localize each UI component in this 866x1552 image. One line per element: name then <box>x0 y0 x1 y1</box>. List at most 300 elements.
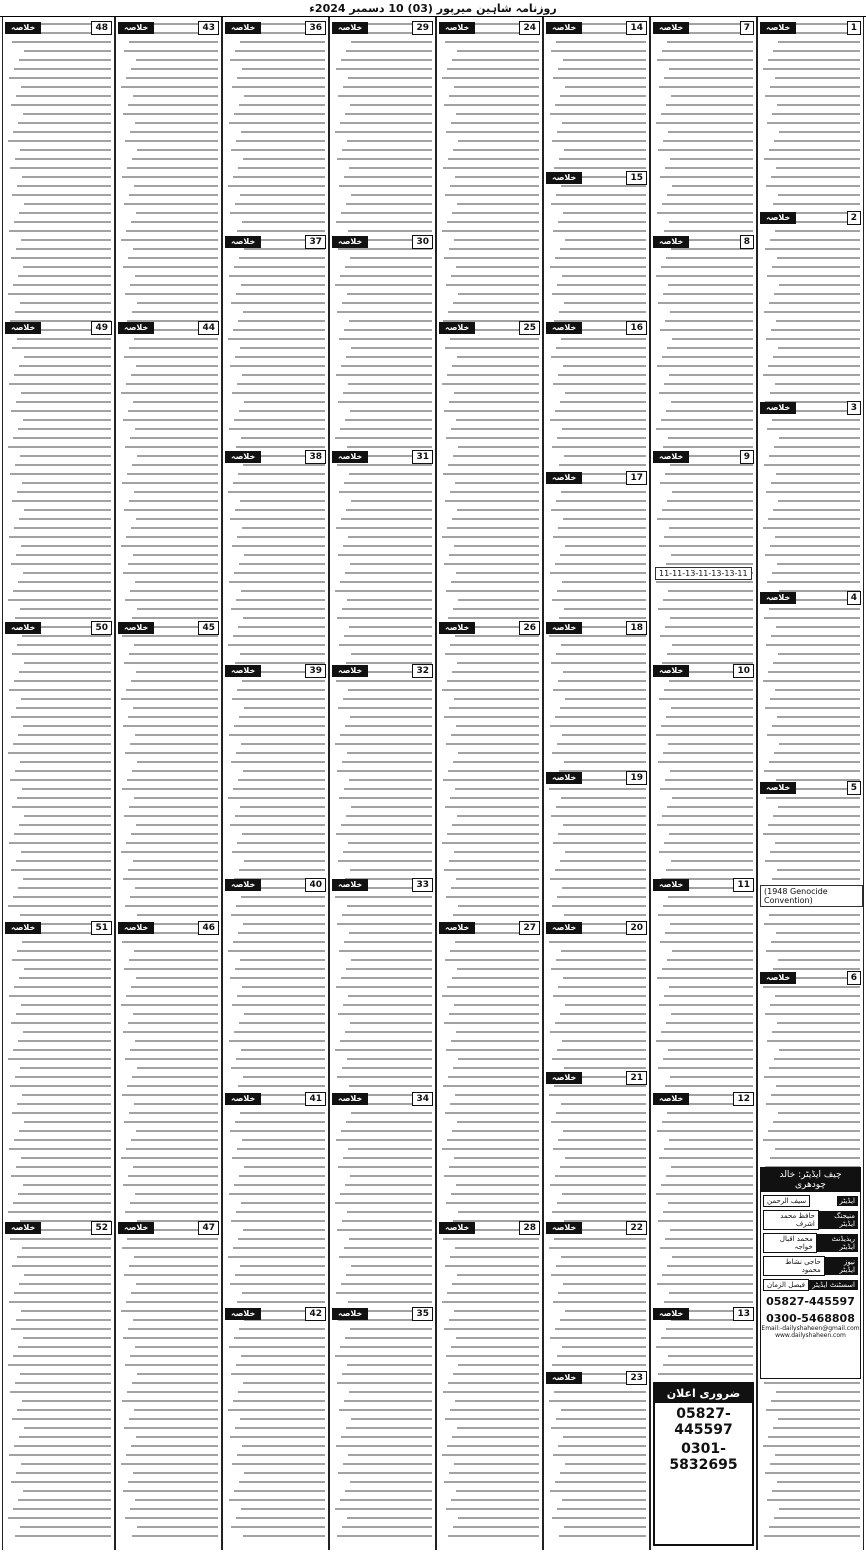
text-line <box>454 698 539 700</box>
text-line <box>345 419 432 421</box>
section-tag: خلاصہ <box>760 402 796 414</box>
text-line <box>235 1274 325 1276</box>
text-line <box>443 779 539 781</box>
text-line <box>134 950 218 952</box>
text-line <box>228 491 325 493</box>
text-line <box>123 572 218 574</box>
text-line <box>658 149 753 151</box>
text-line <box>659 545 753 547</box>
text-line <box>770 392 860 394</box>
text-line <box>240 1112 325 1114</box>
text-line <box>343 698 432 700</box>
text-line <box>564 914 646 916</box>
news-item-header <box>5 1221 112 1235</box>
text-line <box>335 896 432 898</box>
text-line <box>451 1193 539 1195</box>
section-tag: خلاصہ <box>5 1222 41 1234</box>
text-line <box>552 905 646 907</box>
text-line <box>241 1508 325 1510</box>
item-number: 47 <box>198 1221 219 1235</box>
text-line <box>565 1310 646 1312</box>
text-line <box>344 1247 432 1249</box>
text-line <box>243 1076 325 1078</box>
text-line <box>231 1067 325 1069</box>
news-item-header <box>546 1221 647 1235</box>
text-line <box>452 824 539 826</box>
text-line <box>764 464 860 466</box>
text-line <box>13 284 111 286</box>
text-line <box>453 608 539 610</box>
text-line <box>451 122 539 124</box>
text-line <box>129 1265 218 1267</box>
item-number: 10 <box>733 664 754 678</box>
text-line <box>22 1094 111 1096</box>
text-line <box>671 707 753 709</box>
text-line <box>558 527 646 529</box>
text-line <box>22 482 111 484</box>
text-line <box>13 1355 111 1357</box>
text-line <box>769 1067 860 1069</box>
text-line <box>243 770 325 772</box>
text-line <box>777 1022 860 1024</box>
text-line <box>670 1229 753 1231</box>
text-line <box>124 1274 218 1276</box>
text-line <box>231 1373 325 1375</box>
text-line <box>237 536 325 538</box>
text-line <box>660 176 753 178</box>
text-line <box>763 527 860 529</box>
text-line <box>128 869 218 871</box>
text-line <box>449 248 539 250</box>
text-line <box>21 1310 111 1312</box>
section-tag: خلاصہ <box>546 772 582 784</box>
text-line <box>657 518 753 520</box>
text-line <box>340 1499 432 1501</box>
text-line <box>667 500 753 502</box>
text-line <box>449 401 539 403</box>
text-line <box>336 374 432 376</box>
news-item-header <box>546 171 647 185</box>
text-line <box>134 185 218 187</box>
text-line <box>660 1247 753 1249</box>
text-line <box>344 941 432 943</box>
text-line <box>124 1121 218 1123</box>
text-line <box>452 1436 539 1438</box>
text-line <box>239 257 325 259</box>
text-line <box>336 527 432 529</box>
text-line <box>229 1193 325 1195</box>
text-line <box>137 608 218 610</box>
section-tag: خلاصہ <box>439 922 475 934</box>
text-line <box>458 1364 539 1366</box>
text-line <box>236 1364 325 1366</box>
text-line <box>13 1049 111 1051</box>
text-line <box>778 500 860 502</box>
text-line <box>552 446 646 448</box>
text-line <box>442 1301 539 1303</box>
text-line <box>337 1382 432 1384</box>
text-line <box>238 779 325 781</box>
text-line <box>131 68 218 70</box>
text-line <box>125 446 218 448</box>
text-line <box>671 1013 753 1015</box>
text-line <box>457 203 539 205</box>
text-line <box>128 1175 218 1177</box>
text-line <box>770 1004 860 1006</box>
text-line <box>346 1274 432 1276</box>
text-line <box>668 1355 753 1357</box>
text-line <box>771 329 860 331</box>
text-line <box>667 1265 753 1267</box>
text-line <box>132 464 218 466</box>
item-number: 34 <box>412 1092 433 1106</box>
text-line <box>349 320 432 322</box>
text-line <box>240 1418 325 1420</box>
column-7 <box>115 17 222 1550</box>
text-line <box>452 1283 539 1285</box>
text-line <box>660 941 753 943</box>
text-line <box>238 167 325 169</box>
item-number: 1 <box>847 21 861 35</box>
text-line <box>131 1292 218 1294</box>
text-line <box>658 608 753 610</box>
text-line <box>775 536 860 538</box>
text-line <box>779 437 860 439</box>
item-number: 38 <box>305 450 326 464</box>
text-line <box>238 626 325 628</box>
text-line <box>121 86 218 88</box>
text-line <box>455 1400 539 1402</box>
text-line <box>337 770 432 772</box>
column-2 <box>650 17 757 1550</box>
text-line <box>553 995 646 997</box>
text-line <box>229 1040 325 1042</box>
news-item-header <box>332 1092 433 1106</box>
text-line <box>767 734 860 736</box>
text-line <box>562 1193 646 1195</box>
text-line <box>556 1265 646 1267</box>
text-line <box>12 1112 111 1114</box>
text-line <box>13 1508 111 1510</box>
text-line <box>564 761 646 763</box>
news-item-header <box>225 878 326 892</box>
text-line <box>774 1058 860 1060</box>
text-line <box>772 725 860 727</box>
text-line <box>670 158 753 160</box>
section-tag: خلاصہ <box>546 22 582 34</box>
section-tag: خلاصہ <box>439 622 475 634</box>
text-line <box>764 311 860 313</box>
text-line <box>126 995 218 997</box>
text-line <box>125 1517 218 1519</box>
text-line <box>557 437 646 439</box>
masthead-role: منیجنگ ایڈیٹر <box>819 1211 858 1229</box>
text-line <box>24 1121 111 1123</box>
text-line <box>351 806 432 808</box>
text-line <box>455 635 539 637</box>
item-number: 33 <box>412 878 433 892</box>
text-line <box>20 914 111 916</box>
text-line <box>343 851 432 853</box>
text-line <box>12 347 111 349</box>
text-line <box>342 1373 432 1375</box>
text-line <box>14 374 111 376</box>
text-line <box>128 410 218 412</box>
text-line <box>243 923 325 925</box>
text-line <box>19 365 111 367</box>
item-number: 32 <box>412 664 433 678</box>
text-line <box>557 1049 646 1051</box>
text-line <box>230 977 325 979</box>
text-line <box>137 302 218 304</box>
masthead-name: فیصل الزمان <box>763 1279 809 1291</box>
text-line <box>10 1085 111 1087</box>
text-line <box>445 1265 539 1267</box>
text-line <box>662 50 753 52</box>
text-line <box>239 563 325 565</box>
item-number: 51 <box>91 921 112 935</box>
text-line <box>765 1013 860 1015</box>
text-line <box>137 1373 218 1375</box>
text-line <box>772 1490 860 1492</box>
text-line <box>8 1364 111 1366</box>
news-item-header <box>653 664 754 678</box>
text-line <box>553 230 646 232</box>
text-line <box>14 1139 111 1141</box>
item-number: 40 <box>305 878 326 892</box>
text-line <box>551 50 646 52</box>
text-line <box>239 1022 325 1024</box>
text-line <box>558 68 646 70</box>
item-number: 31 <box>412 450 433 464</box>
text-line <box>136 1130 218 1132</box>
text-line <box>131 833 218 835</box>
item-number: 30 <box>412 235 433 249</box>
text-line <box>136 671 218 673</box>
text-line <box>235 815 325 817</box>
text-line <box>131 1139 218 1141</box>
text-line <box>444 410 539 412</box>
text-line <box>456 1490 539 1492</box>
text-line <box>135 734 218 736</box>
text-line <box>341 518 432 520</box>
text-line <box>13 590 111 592</box>
text-line <box>8 293 111 295</box>
text-line <box>770 851 860 853</box>
text-line <box>136 518 218 520</box>
text-line <box>565 698 646 700</box>
text-line <box>230 212 325 214</box>
text-line <box>123 419 218 421</box>
text-line <box>228 797 325 799</box>
text-line <box>348 230 432 232</box>
text-line <box>555 869 646 871</box>
text-line <box>550 1490 646 1492</box>
text-line <box>230 518 325 520</box>
text-line <box>349 167 432 169</box>
text-line <box>560 1166 646 1168</box>
text-line <box>551 356 646 358</box>
text-line <box>242 374 325 376</box>
news-item-header <box>760 211 861 225</box>
text-line <box>661 419 753 421</box>
text-line <box>135 122 218 124</box>
text-line <box>133 1472 218 1474</box>
text-line <box>335 1049 432 1051</box>
text-line <box>552 752 646 754</box>
text-line <box>350 869 432 871</box>
item-number: 41 <box>305 1092 326 1106</box>
news-item-header <box>546 1371 647 1385</box>
text-line <box>777 1481 860 1483</box>
text-line <box>229 1346 325 1348</box>
text-line <box>233 482 325 484</box>
text-line <box>442 383 539 385</box>
news-item-header <box>439 621 540 635</box>
item-number: 25 <box>519 321 540 335</box>
text-line <box>16 1319 111 1321</box>
section-tag: خلاصہ <box>653 451 689 463</box>
text-line <box>664 383 753 385</box>
text-line <box>16 554 111 556</box>
text-line <box>449 1166 539 1168</box>
text-line <box>665 167 753 169</box>
news-item-header <box>225 21 326 35</box>
item-number: 35 <box>412 1307 433 1321</box>
text-line <box>15 770 111 772</box>
news-item-header <box>225 235 326 249</box>
text-line <box>562 428 646 430</box>
text-line <box>128 257 218 259</box>
text-line <box>565 851 646 853</box>
text-line <box>444 1328 539 1330</box>
text-line <box>339 1409 432 1411</box>
text-line <box>9 536 111 538</box>
text-line <box>765 248 860 250</box>
text-line <box>555 104 646 106</box>
text-line <box>555 1022 646 1024</box>
text-line <box>672 185 753 187</box>
text-line <box>124 1427 218 1429</box>
masthead-phone: 0300-5468808 <box>766 1312 855 1325</box>
text-line <box>456 572 539 574</box>
text-line <box>243 311 325 313</box>
text-line <box>234 266 325 268</box>
section-tag: خلاصہ <box>5 22 41 34</box>
item-number: 46 <box>198 921 219 935</box>
text-line <box>132 770 218 772</box>
text-line <box>442 1148 539 1150</box>
text-line <box>232 1157 325 1159</box>
text-line <box>243 1382 325 1384</box>
text-line <box>769 149 860 151</box>
text-line <box>446 590 539 592</box>
text-line <box>241 743 325 745</box>
text-line <box>457 815 539 817</box>
text-line <box>445 653 539 655</box>
text-line <box>661 725 753 727</box>
text-line <box>656 428 753 430</box>
news-item-header <box>5 621 112 635</box>
text-line <box>776 167 860 169</box>
text-line <box>341 365 432 367</box>
text-line <box>234 1184 325 1186</box>
text-line <box>451 428 539 430</box>
text-line <box>348 689 432 691</box>
text-line <box>565 545 646 547</box>
text-line <box>23 725 111 727</box>
text-line <box>771 635 860 637</box>
text-line <box>134 491 218 493</box>
text-line <box>662 1121 753 1123</box>
text-line <box>340 1193 432 1195</box>
text-line <box>668 437 753 439</box>
text-line <box>668 590 753 592</box>
text-line <box>456 266 539 268</box>
text-line <box>665 779 753 781</box>
text-line <box>458 599 539 601</box>
text-line <box>16 401 111 403</box>
text-line <box>128 563 218 565</box>
text-line <box>20 1373 111 1375</box>
section-tag: خلاصہ <box>332 451 368 463</box>
text-line <box>233 941 325 943</box>
text-line <box>126 1454 218 1456</box>
text-line <box>347 446 432 448</box>
text-line <box>442 230 539 232</box>
text-line <box>336 1139 432 1141</box>
column-8 <box>2 17 115 1550</box>
text-line <box>778 1418 860 1420</box>
item-number: 23 <box>626 1371 647 1385</box>
section-tag: خلاصہ <box>225 22 261 34</box>
text-line <box>775 77 860 79</box>
text-line <box>779 131 860 133</box>
text-line <box>669 68 753 70</box>
text-line <box>454 1004 539 1006</box>
text-line <box>22 1247 111 1249</box>
text-line <box>442 995 539 997</box>
text-line <box>136 365 218 367</box>
item-number: 29 <box>412 21 433 35</box>
text-line <box>21 86 111 88</box>
text-line <box>124 50 218 52</box>
news-item-header <box>546 921 647 935</box>
text-line <box>563 1130 646 1132</box>
text-line <box>133 707 218 709</box>
text-line <box>137 455 218 457</box>
text-line <box>19 59 111 61</box>
text-line <box>234 725 325 727</box>
text-line <box>14 527 111 529</box>
text-line <box>666 1175 753 1177</box>
text-line <box>455 788 539 790</box>
text-line <box>13 896 111 898</box>
item-number: 52 <box>91 1221 112 1235</box>
text-line <box>23 1031 111 1033</box>
text-line <box>338 1013 432 1015</box>
text-line <box>446 896 539 898</box>
text-line <box>123 1184 218 1186</box>
text-line <box>339 950 432 952</box>
text-line <box>556 653 646 655</box>
text-line <box>230 1283 325 1285</box>
text-line <box>562 581 646 583</box>
text-line <box>778 806 860 808</box>
text-line <box>234 113 325 115</box>
text-line <box>15 158 111 160</box>
text-line <box>443 1391 539 1393</box>
